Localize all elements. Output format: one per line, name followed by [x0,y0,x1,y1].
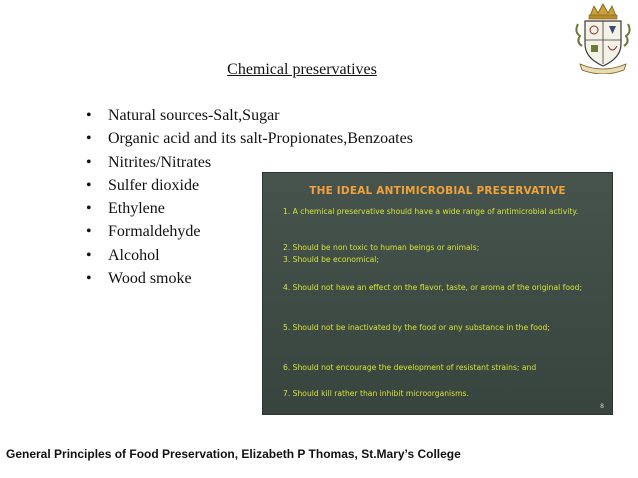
list-item-text: Nitrites/Nitrates [108,153,212,171]
inset-item: 1. A chemical preservative should have a wide range of antimicrobial activity. [283,207,579,216]
inset-title: THE IDEAL ANTIMICROBIAL PRESERVATIVE [309,185,566,197]
list-item-text: Formaldehyde [108,223,201,241]
bullet-icon: • [86,107,92,124]
list-item-text: Sulfer dioxide [108,176,200,194]
inset-item: 7. Should kill rather than inhibit microorganisms. [283,389,469,398]
bullet-icon: • [86,246,92,264]
list-item-text: Natural sources-Salt,Sugar [108,107,280,124]
ideal-preservative-image [262,172,613,415]
inset-item: 2. Should be non toxic to human beings or animals; [283,243,480,252]
list-item [86,104,413,127]
list-item [86,127,413,150]
bullet-icon: • [86,200,92,218]
list-item-text: Wood smoke [108,270,192,288]
bullet-icon: • [86,270,92,288]
footer-caption: General Principles of Food Preservation, Elizabeth P Thomas, St.Mary’s College [6,447,461,461]
list-item-text: Alcohol [108,246,160,264]
inset-item: 6. Should not encourage the development of resistant strains; and [283,363,537,372]
list-item-text: Organic acid and its salt-Propionates,Benzoates [108,130,413,148]
list-item [86,151,413,174]
inset-item: 4. Should not have an effect on the flavor, taste, or aroma of the original food; [283,283,583,292]
inset-page-number: 8 [600,403,604,410]
slide-title: Chemical preservatives [227,61,377,78]
inset-item: 5. Should not be inactivated by the food or any substance in the food; [283,323,550,332]
bullet-icon: • [86,176,92,194]
bullet-icon: • [86,153,92,171]
list-item-text: Ethylene [108,200,165,218]
bullet-icon: • [86,130,92,148]
inset-item: 3. Should be economical; [283,255,379,264]
bullet-icon: • [86,223,92,241]
